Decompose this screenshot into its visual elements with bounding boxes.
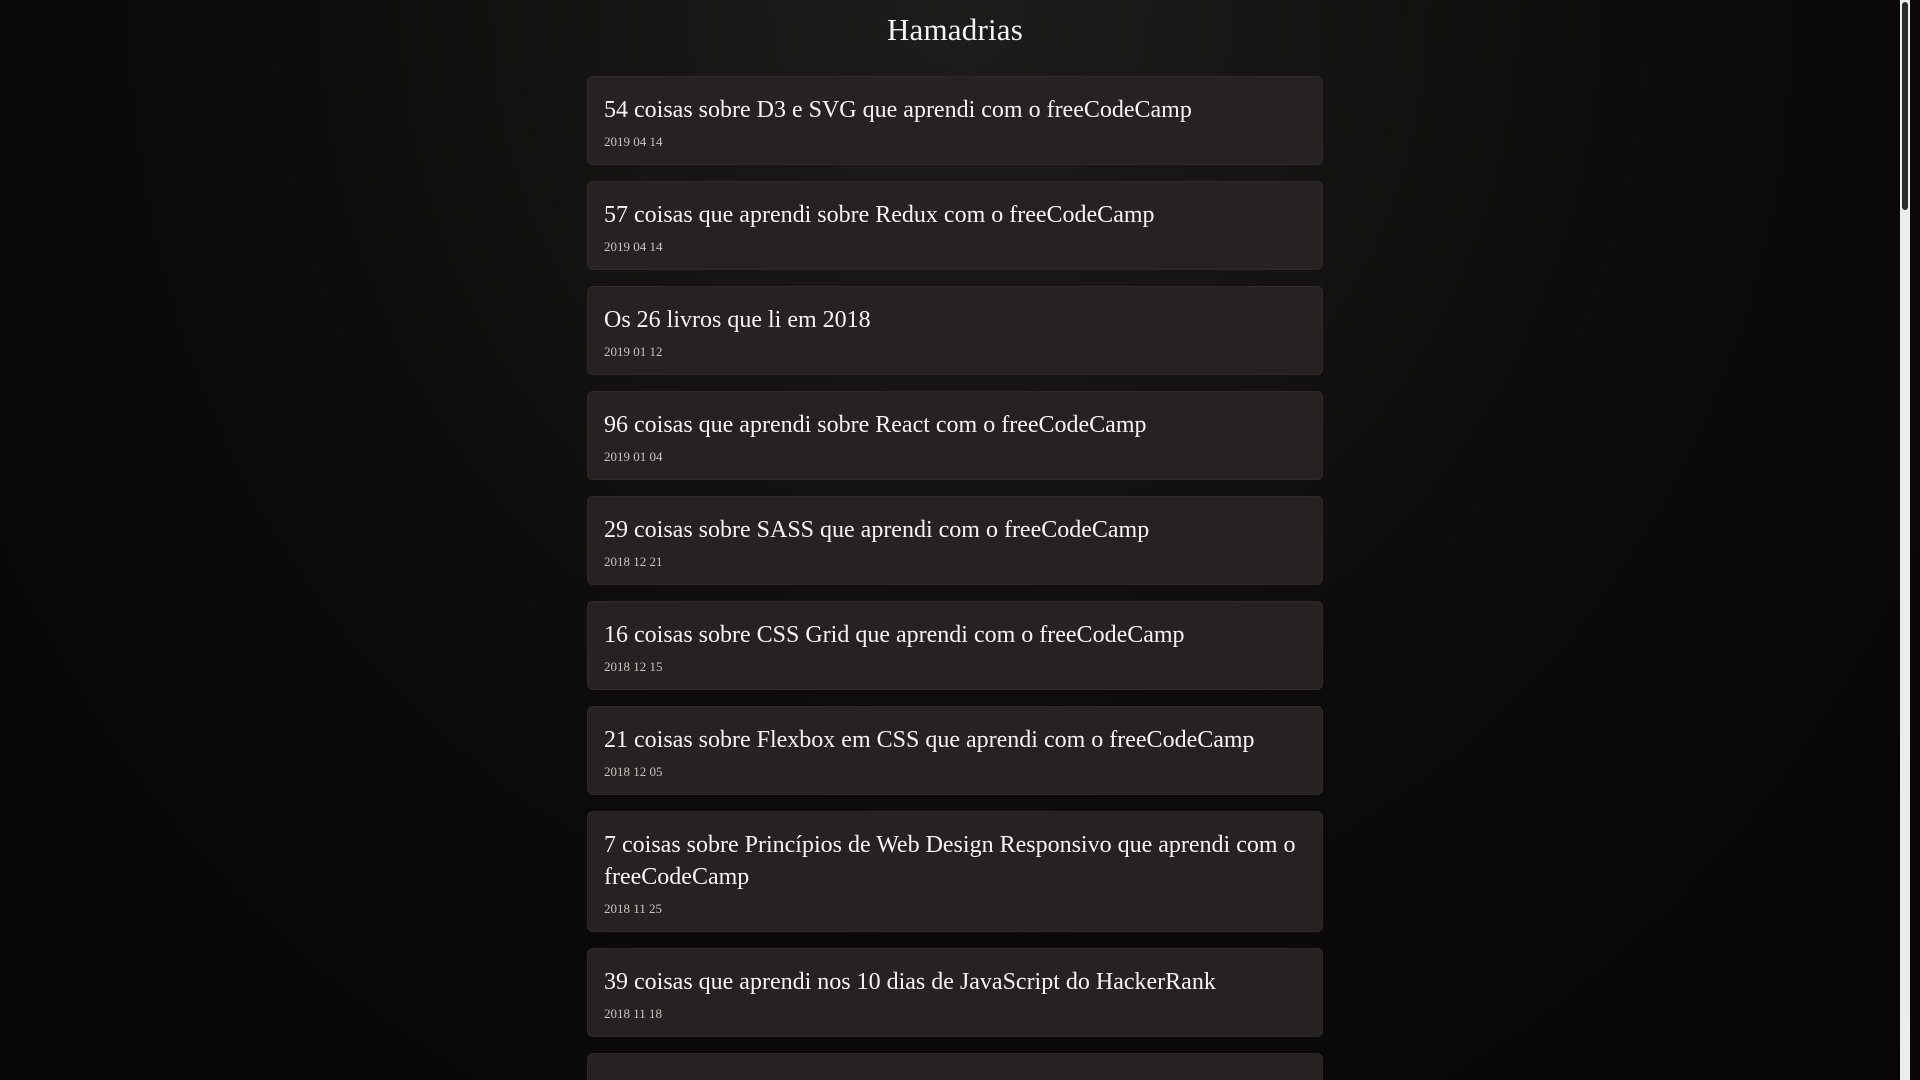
post-card[interactable] bbox=[587, 496, 1323, 585]
post-date: 2019 01 04 bbox=[604, 449, 663, 464]
post-date: 2018 11 25 bbox=[604, 901, 663, 916]
post-date: 2018 12 15 bbox=[604, 659, 663, 674]
post-card[interactable] bbox=[587, 391, 1323, 480]
post-date: 2018 11 18 bbox=[604, 1006, 663, 1021]
post-date: 2019 01 12 bbox=[604, 344, 663, 359]
post-card[interactable] bbox=[587, 948, 1323, 1037]
post-card-partial[interactable] bbox=[587, 1053, 1323, 1080]
post-title[interactable]: 57 coisas que aprendi sobre Redux com o freeCodeCamp bbox=[604, 202, 1155, 228]
post-card[interactable] bbox=[587, 706, 1323, 795]
vertical-scrollbar[interactable] bbox=[1900, 0, 1910, 1080]
post-card[interactable] bbox=[587, 811, 1323, 932]
post-date: 2019 04 14 bbox=[604, 239, 663, 254]
post-title[interactable]: 7 coisas sobre Princípios de Web Design Responsivo que aprendi com o freeCodeCamp bbox=[604, 832, 1296, 890]
post-title[interactable]: 29 coisas sobre SASS que aprendi com o freeCodeCamp bbox=[604, 517, 1150, 543]
post-date: 2018 12 21 bbox=[604, 554, 663, 569]
post-title[interactable]: 96 coisas que aprendi sobre React com o freeCodeCamp bbox=[604, 412, 1147, 438]
post-card[interactable] bbox=[587, 601, 1323, 690]
post-list bbox=[587, 76, 1323, 1080]
post-title[interactable]: 54 coisas sobre D3 e SVG que aprendi com o freeCodeCamp bbox=[604, 97, 1192, 123]
post-date: 2019 04 14 bbox=[604, 134, 663, 149]
post-title[interactable]: 16 coisas sobre CSS Grid que aprendi com o freeCodeCamp bbox=[604, 622, 1185, 648]
post-title[interactable]: 21 coisas sobre Flexbox em CSS que aprendi com o freeCodeCamp bbox=[604, 727, 1255, 753]
post-date: 2018 12 05 bbox=[604, 764, 663, 779]
post-card[interactable] bbox=[587, 181, 1323, 270]
scrollbar-thumb[interactable] bbox=[1902, 2, 1908, 210]
site-title[interactable]: Hamadrias bbox=[886, 12, 1024, 47]
post-card[interactable] bbox=[587, 76, 1323, 165]
post-title[interactable]: 39 coisas que aprendi nos 10 dias de JavaScript do HackerRank bbox=[604, 969, 1216, 995]
post-card[interactable] bbox=[587, 286, 1323, 375]
post-title[interactable]: Os 26 livros que li em 2018 bbox=[604, 307, 871, 333]
